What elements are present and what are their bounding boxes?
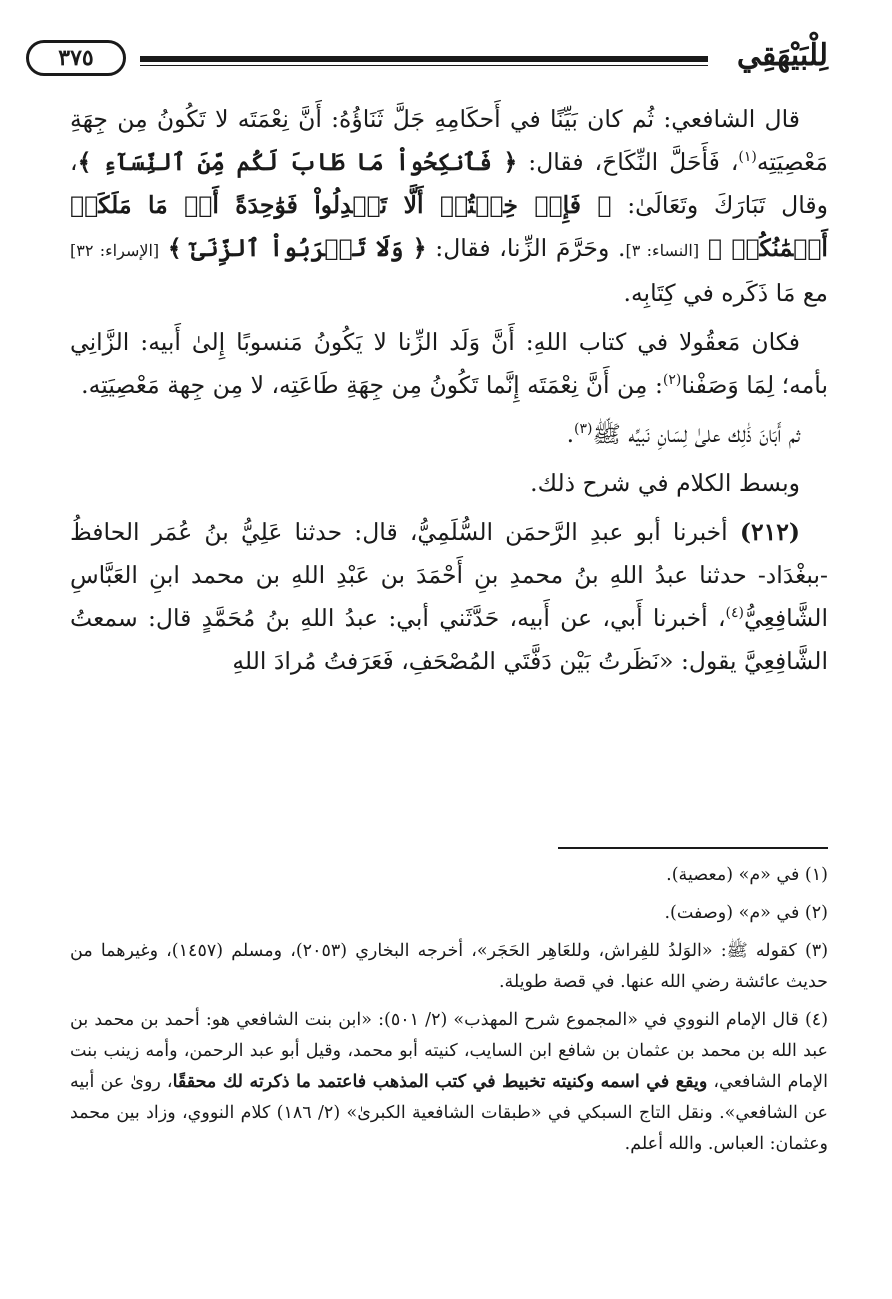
verse-reference: [الإسراء: ٣٢] <box>70 241 160 260</box>
footnote-ref-4[interactable]: (٤) <box>725 605 745 622</box>
text: قال الشافعي: ثُم كان بَيِّنًا في أَحكَامِهِ جَلَّ ثَنَاؤُهُ: أَنَّ نِعْمَتَه لا تَكُونُ مِن جِهَةِ مَعْصِيَتِه <box>70 105 828 176</box>
paragraph-3 <box>70 413 828 456</box>
text: فكان مَعقُولا في كتاب اللهِ: أَنَّ وَلَد الزِّنا لا يَكُونُ مَنسوبًا إِلىٰ أَبيه: الزَّانِي بأمه؛ لِمَا وَصَفْنا <box>70 328 828 399</box>
footnote-ref-3[interactable]: (٣) <box>574 421 593 438</box>
footnote-2: (٢) في «م» (وصفت). <box>664 903 828 923</box>
running-title: لِلْبَيْهَقِي <box>736 38 828 73</box>
page-number: ٣٧٥ <box>58 45 94 71</box>
paragraph-5 <box>70 511 828 683</box>
paragraph-2 <box>70 321 828 407</box>
quran-verse: ﴿ فَٱنكِحُواْ مَا طَابَ لَكُم مِّنَ ٱلنِّسَآءِ ﴾ <box>77 148 518 176</box>
paragraph-4: وبسط الكلام في شرح ذلك. <box>530 469 800 497</box>
footnotes <box>70 860 828 1167</box>
footnote-ref-2[interactable]: (٢) <box>662 372 682 389</box>
footnote-3: (٣) كقوله ﷺ: «الوَلدُ للفِراش، وللعَاهِر الحَجَر»، أخرجه البخاري (٢٠٥٣)، ومسلم (١٤٥٧)، وغيرهما من حديث عائشة رضي الله عنها. في قصة طويلة. <box>70 941 829 992</box>
footnote-ref-1[interactable]: (١) <box>738 149 757 166</box>
header-rule-thin <box>140 65 708 66</box>
page-number-badge <box>26 40 126 76</box>
header-rule <box>140 56 708 62</box>
hadith-number: (٢١٢) <box>739 518 800 546</box>
text: . <box>566 420 575 448</box>
text: ثم أَبَانَ ذَٰلِك علىٰ لِسَانِ نَبيِّه ﷺ <box>592 420 800 448</box>
footnote-separator <box>558 847 828 849</box>
footnote-4 <box>70 1005 828 1160</box>
footnote-1: (١) في «م» (معصية). <box>666 865 828 885</box>
text: أخبرنا أبو عبدِ الرَّحمَن السُّلَمِيُّ، قال: حدثنا عَلِيُّ بنُ عُمَر الحافظُ -ببغْدَاد- حدثنا عبدُ اللهِ بنُ محمدِ بنِ أَحْمَدَ بن عَبْدِ اللهِ بن محمد ابنِ العَبَّاسِ الشَّافِعِيُّ <box>70 518 828 632</box>
text: مع مَا ذَكَره في كِتَابِه. <box>623 279 828 307</box>
text: ، وقال تَبَارَكَ وتَعَالَىٰ: <box>70 148 828 219</box>
quran-verse: ﴿ وَلَا تَقۡرَبُواْ ٱلزِّنَىٰٓ ﴾ <box>167 234 427 262</box>
main-text <box>70 98 828 690</box>
text: (٤) قال الإمام النووي في «المجموع شرح المهذب» (٢/ ٥٠١): «ابن بنت الشافعي هو: أحمد بن محمد بن عبد الله بن محمد بن عثمان بن شافع ابن السايب، كنيته أبو محمد، وقيل أبو عبد الرحمن، وأمه زينب بنت الإمام الشافعي، <box>70 1010 829 1092</box>
emphasized-text: ويقع في اسمه وكنيته تخبيط في كتب المذهب فاعتمد ما ذكرته لك محققًا <box>172 1072 708 1092</box>
paragraph-1 <box>70 98 828 315</box>
quran-verse: ﴿ فَإِنۡ خِفۡتُمۡ أَلَّا تَعۡدِلُواْ فَوَٰحِدَةً أَوۡ مَا مَلَكَتۡ أَيۡمَٰنُكُمۡ ﴾ <box>70 191 828 262</box>
text: : مِن أَنَّ نِعْمَتَه إِنَّما تَكُونُ مِن جِهَةِ طَاعَتِه، لا مِن جِهة مَعْصِيَتِه. <box>81 371 663 399</box>
page-header <box>26 34 828 86</box>
text: ، فَأَحَلَّ النِّكَاحَ، فقال: <box>528 148 739 176</box>
text: ، أخبرنا أَبي، عن أَبيه، حَدَّثَني أبي: عبدُ اللهِ بنُ مُحَمَّدٍ قال: سمعتُ الشَّافِعِيَّ يقول: «نَظَرتُ بَيْن دَفَّتَي المُصْحَفِ، فَعَرَفتُ مُرادَ اللهِ <box>70 604 828 675</box>
text: ، روىٰ عن أبيه عن الشافعي». ونقل التاج السبكي في «طبقات الشافعية الكبرىٰ» (٢/ ١٨٦) كلام النووي، وزاد بين محمد وعثمان: العباس. والله أعلم. <box>70 1072 828 1154</box>
text: . وحَرَّمَ الزِّنا، فقال: <box>435 234 626 262</box>
verse-reference: [النساء: ٣] <box>625 241 700 260</box>
